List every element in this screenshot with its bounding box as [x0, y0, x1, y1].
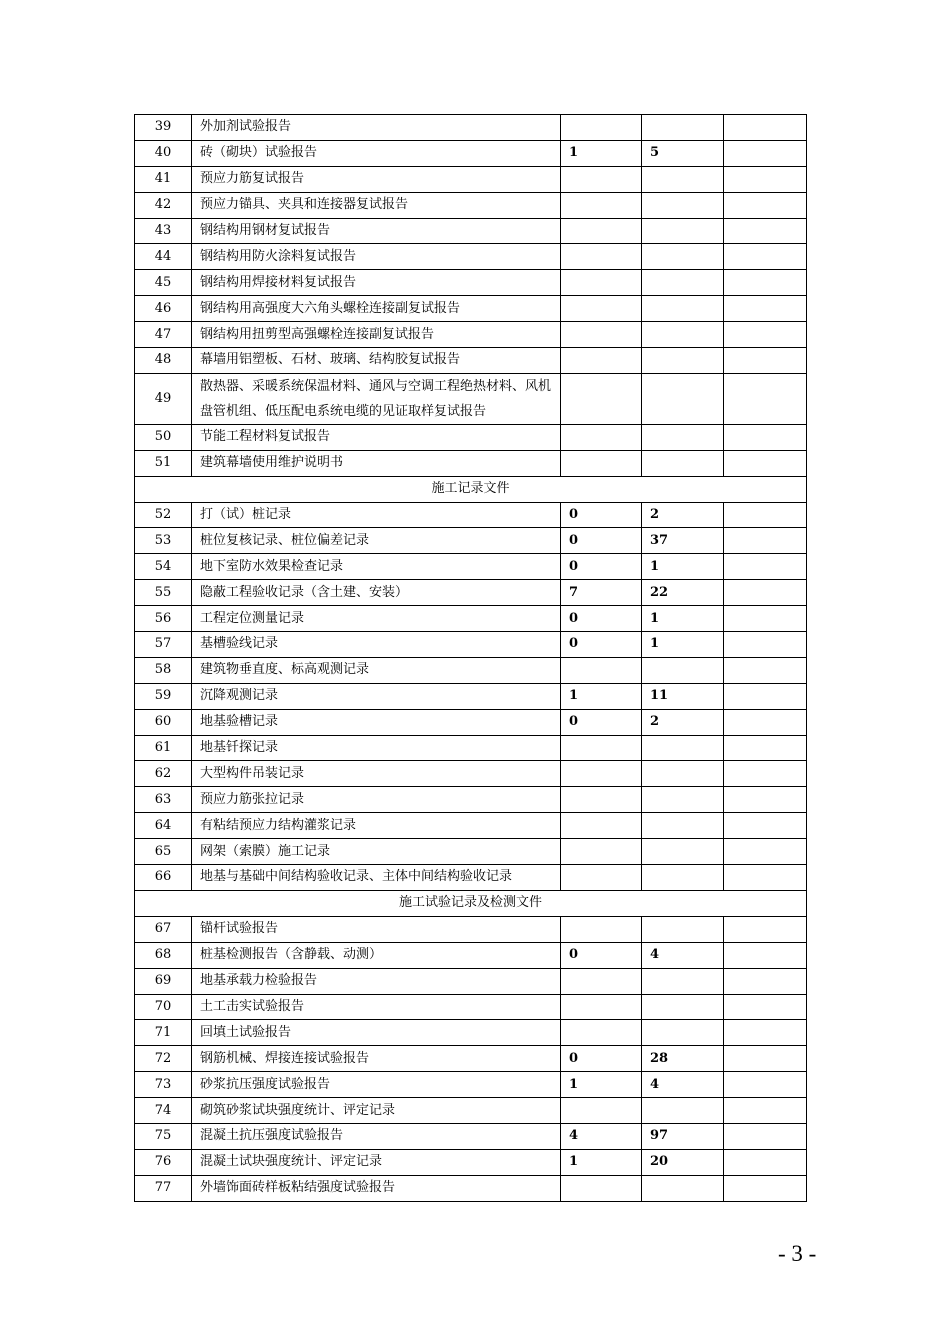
- row-number: 54: [135, 554, 192, 580]
- table-row: [135, 1175, 807, 1201]
- table-row: [135, 373, 807, 424]
- table-row: [135, 244, 807, 270]
- count-cell-1: 1: [561, 1072, 642, 1098]
- remarks-cell: [724, 632, 807, 658]
- document-name: 工程定位测量记录: [192, 606, 561, 632]
- row-number: 63: [135, 787, 192, 813]
- document-table: [134, 114, 807, 1202]
- count-cell-2: 4: [642, 942, 724, 968]
- count-cell-1: [561, 813, 642, 839]
- remarks-cell: [724, 787, 807, 813]
- remarks-cell: [724, 373, 807, 424]
- row-number: 60: [135, 709, 192, 735]
- document-name: 钢结构用焊接材料复试报告: [192, 270, 561, 296]
- row-number: 50: [135, 424, 192, 450]
- table-row: [135, 348, 807, 374]
- document-name: 混凝土试块强度统计、评定记录: [192, 1149, 561, 1175]
- section-title: 施工试验记录及检测文件: [135, 890, 807, 916]
- document-name: 混凝土抗压强度试验报告: [192, 1123, 561, 1149]
- count-cell-2: 97: [642, 1123, 724, 1149]
- row-number: 42: [135, 192, 192, 218]
- row-number: 46: [135, 296, 192, 322]
- count-cell-1: 0: [561, 1046, 642, 1072]
- count-cell-1: 0: [561, 942, 642, 968]
- document-name: 打（试）桩记录: [192, 502, 561, 528]
- remarks-cell: [724, 735, 807, 761]
- count-cell-1: 0: [561, 554, 642, 580]
- table-row: [135, 115, 807, 141]
- table-row: [135, 735, 807, 761]
- count-cell-1: [561, 450, 642, 476]
- row-number: 76: [135, 1149, 192, 1175]
- count-cell-2: [642, 244, 724, 270]
- table-row: [135, 813, 807, 839]
- count-cell-2: [642, 373, 724, 424]
- count-cell-2: 2: [642, 502, 724, 528]
- row-number: 57: [135, 632, 192, 658]
- remarks-cell: [724, 994, 807, 1020]
- count-cell-1: 1: [561, 1149, 642, 1175]
- document-name: 外加剂试验报告: [192, 115, 561, 141]
- remarks-cell: [724, 166, 807, 192]
- row-number: 58: [135, 657, 192, 683]
- document-name: 桩位复核记录、桩位偏差记录: [192, 528, 561, 554]
- row-number: 68: [135, 942, 192, 968]
- remarks-cell: [724, 528, 807, 554]
- remarks-cell: [724, 450, 807, 476]
- document-name: 建筑幕墙使用维护说明书: [192, 450, 561, 476]
- document-name: 钢结构用钢材复试报告: [192, 218, 561, 244]
- count-cell-1: 0: [561, 606, 642, 632]
- section-header-row: [135, 890, 807, 916]
- count-cell-1: [561, 218, 642, 244]
- document-name: 桩基检测报告（含静载、动测）: [192, 942, 561, 968]
- document-name: 土工击实试验报告: [192, 994, 561, 1020]
- document-name: 地基与基础中间结构验收记录、主体中间结构验收记录: [192, 865, 561, 891]
- count-cell-2: [642, 450, 724, 476]
- count-cell-1: [561, 322, 642, 348]
- table-row: [135, 140, 807, 166]
- count-cell-2: 5: [642, 140, 724, 166]
- document-name: 锚杆试验报告: [192, 916, 561, 942]
- row-number: 75: [135, 1123, 192, 1149]
- count-cell-1: [561, 1098, 642, 1124]
- table-row: [135, 424, 807, 450]
- count-cell-2: 37: [642, 528, 724, 554]
- count-cell-2: [642, 1020, 724, 1046]
- row-number: 77: [135, 1175, 192, 1201]
- row-number: 49: [135, 373, 192, 424]
- count-cell-1: 1: [561, 140, 642, 166]
- remarks-cell: [724, 1149, 807, 1175]
- count-cell-1: 0: [561, 632, 642, 658]
- document-name: 地基验槽记录: [192, 709, 561, 735]
- count-cell-1: [561, 968, 642, 994]
- count-cell-2: 4: [642, 1072, 724, 1098]
- document-name: 钢结构用防火涂料复试报告: [192, 244, 561, 270]
- row-number: 62: [135, 761, 192, 787]
- table-row: [135, 218, 807, 244]
- count-cell-2: 1: [642, 632, 724, 658]
- remarks-cell: [724, 1175, 807, 1201]
- remarks-cell: [724, 1123, 807, 1149]
- table-row: [135, 166, 807, 192]
- count-cell-1: [561, 1175, 642, 1201]
- document-name: 沉降观测记录: [192, 683, 561, 709]
- document-name: 外墙饰面砖样板粘结强度试验报告: [192, 1175, 561, 1201]
- remarks-cell: [724, 192, 807, 218]
- count-cell-2: [642, 813, 724, 839]
- count-cell-1: [561, 115, 642, 141]
- row-number: 51: [135, 450, 192, 476]
- table-row: [135, 761, 807, 787]
- document-name: 回填土试验报告: [192, 1020, 561, 1046]
- row-number: 72: [135, 1046, 192, 1072]
- table-row: [135, 865, 807, 891]
- remarks-cell: [724, 709, 807, 735]
- remarks-cell: [724, 683, 807, 709]
- remarks-cell: [724, 1020, 807, 1046]
- count-cell-1: [561, 865, 642, 891]
- count-cell-2: [642, 424, 724, 450]
- count-cell-1: [561, 994, 642, 1020]
- section-header-row: [135, 476, 807, 502]
- count-cell-2: [642, 968, 724, 994]
- table-row: [135, 994, 807, 1020]
- document-name: 预应力筋张拉记录: [192, 787, 561, 813]
- table-row: [135, 192, 807, 218]
- table-row: [135, 270, 807, 296]
- remarks-cell: [724, 270, 807, 296]
- document-name: 有粘结预应力结构灌浆记录: [192, 813, 561, 839]
- document-name: 钢筋机械、焊接连接试验报告: [192, 1046, 561, 1072]
- count-cell-2: [642, 787, 724, 813]
- count-cell-1: [561, 270, 642, 296]
- remarks-cell: [724, 140, 807, 166]
- table-row: [135, 322, 807, 348]
- row-number: 74: [135, 1098, 192, 1124]
- row-number: 65: [135, 839, 192, 865]
- document-name: 预应力筋复试报告: [192, 166, 561, 192]
- count-cell-1: [561, 761, 642, 787]
- count-cell-2: 22: [642, 580, 724, 606]
- row-number: 40: [135, 140, 192, 166]
- count-cell-2: [642, 657, 724, 683]
- table-row: [135, 942, 807, 968]
- section-title: 施工记录文件: [135, 476, 807, 502]
- table-row: [135, 683, 807, 709]
- table-row: [135, 968, 807, 994]
- count-cell-2: 2: [642, 709, 724, 735]
- remarks-cell: [724, 296, 807, 322]
- count-cell-1: 7: [561, 580, 642, 606]
- count-cell-1: [561, 424, 642, 450]
- count-cell-2: 28: [642, 1046, 724, 1072]
- count-cell-1: [561, 735, 642, 761]
- count-cell-2: [642, 218, 724, 244]
- table-row: [135, 1072, 807, 1098]
- count-cell-2: [642, 270, 724, 296]
- document-name: 隐蔽工程验收记录（含土建、安装）: [192, 580, 561, 606]
- document-name: 钢结构用高强度大六角头螺栓连接副复试报告: [192, 296, 561, 322]
- row-number: 52: [135, 502, 192, 528]
- count-cell-1: [561, 787, 642, 813]
- remarks-cell: [724, 968, 807, 994]
- remarks-cell: [724, 348, 807, 374]
- row-number: 56: [135, 606, 192, 632]
- document-name: 砌筑砂浆试块强度统计、评定记录: [192, 1098, 561, 1124]
- remarks-cell: [724, 839, 807, 865]
- page-number: - 3 -: [778, 1241, 817, 1266]
- table-row: [135, 528, 807, 554]
- count-cell-1: [561, 373, 642, 424]
- document-name: 网架（索膜）施工记录: [192, 839, 561, 865]
- remarks-cell: [724, 761, 807, 787]
- count-cell-1: [561, 348, 642, 374]
- table-row: [135, 1098, 807, 1124]
- remarks-cell: [724, 554, 807, 580]
- remarks-cell: [724, 942, 807, 968]
- row-number: 66: [135, 865, 192, 891]
- document-name: 地基承载力检验报告: [192, 968, 561, 994]
- row-number: 67: [135, 916, 192, 942]
- row-number: 69: [135, 968, 192, 994]
- row-number: 48: [135, 348, 192, 374]
- remarks-cell: [724, 580, 807, 606]
- row-number: 47: [135, 322, 192, 348]
- remarks-cell: [724, 657, 807, 683]
- table-body: [135, 115, 807, 1202]
- table-row: [135, 296, 807, 322]
- count-cell-1: [561, 657, 642, 683]
- document-name: 砂浆抗压强度试验报告: [192, 1072, 561, 1098]
- table-row: [135, 554, 807, 580]
- count-cell-1: [561, 1020, 642, 1046]
- remarks-cell: [724, 322, 807, 348]
- table-row: [135, 1123, 807, 1149]
- remarks-cell: [724, 865, 807, 891]
- count-cell-2: 20: [642, 1149, 724, 1175]
- row-number: 70: [135, 994, 192, 1020]
- row-number: 73: [135, 1072, 192, 1098]
- count-cell-1: [561, 192, 642, 218]
- count-cell-1: [561, 916, 642, 942]
- row-number: 45: [135, 270, 192, 296]
- table-row: [135, 657, 807, 683]
- count-cell-2: [642, 865, 724, 891]
- count-cell-1: [561, 296, 642, 322]
- remarks-cell: [724, 1098, 807, 1124]
- count-cell-2: [642, 296, 724, 322]
- remarks-cell: [724, 916, 807, 942]
- count-cell-2: [642, 916, 724, 942]
- table-row: [135, 632, 807, 658]
- remarks-cell: [724, 606, 807, 632]
- table-row: [135, 1046, 807, 1072]
- document-name: 节能工程材料复试报告: [192, 424, 561, 450]
- count-cell-2: [642, 994, 724, 1020]
- count-cell-1: 0: [561, 528, 642, 554]
- row-number: 43: [135, 218, 192, 244]
- document-name: 基槽验线记录: [192, 632, 561, 658]
- remarks-cell: [724, 218, 807, 244]
- row-number: 44: [135, 244, 192, 270]
- count-cell-1: [561, 839, 642, 865]
- table-row: [135, 580, 807, 606]
- row-number: 53: [135, 528, 192, 554]
- count-cell-1: 0: [561, 502, 642, 528]
- remarks-cell: [724, 1046, 807, 1072]
- count-cell-2: [642, 839, 724, 865]
- count-cell-1: 0: [561, 709, 642, 735]
- table-row: [135, 502, 807, 528]
- table-row: [135, 709, 807, 735]
- document-name: 预应力锚具、夹具和连接器复试报告: [192, 192, 561, 218]
- count-cell-2: [642, 192, 724, 218]
- count-cell-2: [642, 1098, 724, 1124]
- count-cell-2: 11: [642, 683, 724, 709]
- table-row: [135, 450, 807, 476]
- row-number: 39: [135, 115, 192, 141]
- remarks-cell: [724, 813, 807, 839]
- count-cell-2: [642, 166, 724, 192]
- count-cell-2: [642, 322, 724, 348]
- remarks-cell: [724, 1072, 807, 1098]
- count-cell-2: [642, 735, 724, 761]
- count-cell-2: 1: [642, 606, 724, 632]
- document-name: 大型构件吊装记录: [192, 761, 561, 787]
- table-row: [135, 1020, 807, 1046]
- document-name: 砖（砌块）试验报告: [192, 140, 561, 166]
- document-name: 建筑物垂直度、标高观测记录: [192, 657, 561, 683]
- table-row: [135, 916, 807, 942]
- count-cell-2: [642, 348, 724, 374]
- table-row: [135, 606, 807, 632]
- document-name: 地基钎探记录: [192, 735, 561, 761]
- count-cell-1: [561, 166, 642, 192]
- row-number: 59: [135, 683, 192, 709]
- count-cell-1: 4: [561, 1123, 642, 1149]
- count-cell-2: 1: [642, 554, 724, 580]
- remarks-cell: [724, 115, 807, 141]
- row-number: 41: [135, 166, 192, 192]
- remarks-cell: [724, 502, 807, 528]
- count-cell-2: [642, 115, 724, 141]
- remarks-cell: [724, 244, 807, 270]
- count-cell-1: 1: [561, 683, 642, 709]
- row-number: 61: [135, 735, 192, 761]
- remarks-cell: [724, 424, 807, 450]
- table-row: [135, 839, 807, 865]
- document-name: 散热器、采暖系统保温材料、通风与空调工程绝热材料、风机盘管机组、低压配电系统电缆的见证取样复试报告: [192, 373, 561, 424]
- table-row: [135, 1149, 807, 1175]
- count-cell-2: [642, 1175, 724, 1201]
- document-name: 幕墙用铝塑板、石材、玻璃、结构胶复试报告: [192, 348, 561, 374]
- count-cell-1: [561, 244, 642, 270]
- count-cell-2: [642, 761, 724, 787]
- document-name: 钢结构用扭剪型高强螺栓连接副复试报告: [192, 322, 561, 348]
- row-number: 64: [135, 813, 192, 839]
- row-number: 71: [135, 1020, 192, 1046]
- document-name: 地下室防水效果检查记录: [192, 554, 561, 580]
- row-number: 55: [135, 580, 192, 606]
- table-row: [135, 787, 807, 813]
